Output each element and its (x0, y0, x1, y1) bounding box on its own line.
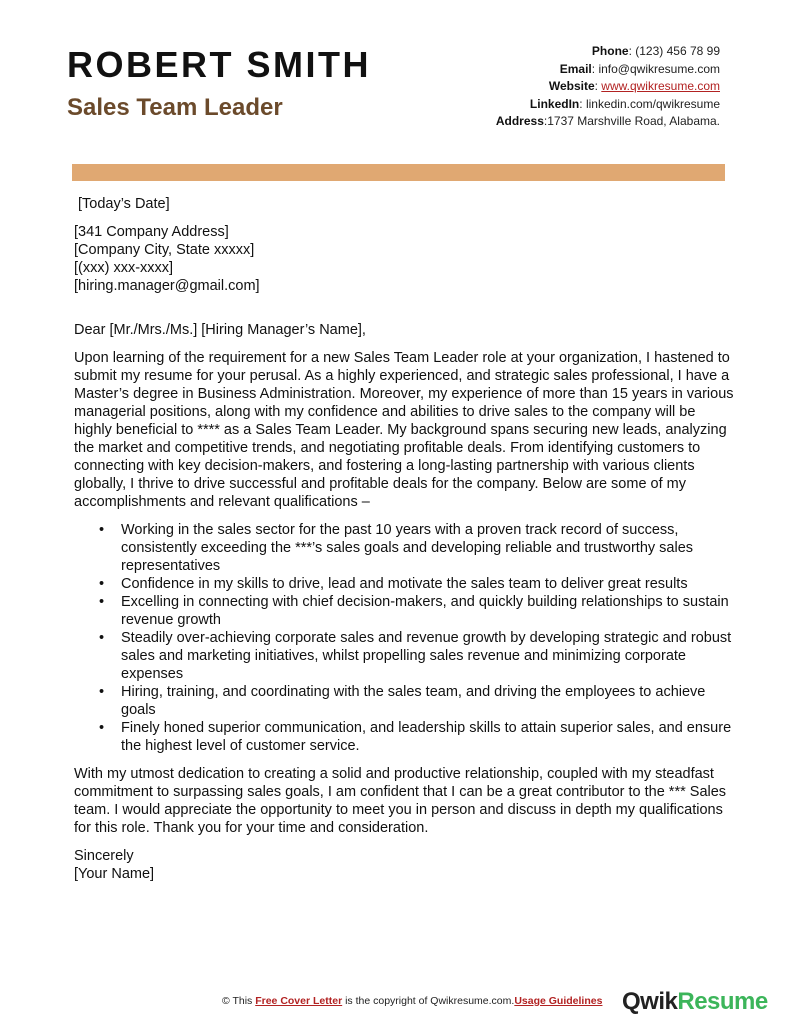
recipient-address (74, 223, 734, 295)
list-item: • Confidence in my skills to drive, lead and motivate the sales team to deliver great results (121, 575, 734, 593)
contact-block (496, 43, 720, 131)
contact-address: Address:1737 Marshville Road, Alabama. (495, 114, 720, 128)
contact-email: Email: info@qwikresume.com (559, 61, 720, 76)
contact-phone: Phone: (123) 456 78 99 (591, 44, 720, 58)
accomplishments-list (74, 521, 734, 755)
free-cover-letter-link[interactable]: Free Cover Letter (255, 995, 343, 1007)
list-item: • Steadily over-achieving corporate sales and revenue growth by developing strategic and robust sales and marketing initiatives, whilst propelling sales revenue and minimizing corporate expenses (121, 629, 734, 683)
salutation: Dear [Mr./Mrs./Ms.] [Hiring Manager’s Name], (74, 322, 366, 338)
list-item: • Excelling in connecting with chief decision-makers, and quickly building relationships to sustain revenue growth (121, 593, 734, 629)
intro-paragraph: Upon learning of the requirement for a new Sales Team Leader role at your organization, I hastened to submit my resume for your perusal. As a highly experienced, and strategic sales professional, I have a Master’s degree in Business Administration. Moreover, my experience of more than 15 years in various managerial positions, along with my confidence and abilities to drive sales to the company will be highly beneficial to **** as a Sales Team Leader. My background spans securing new leads, analyzing the market and competitive trends, and negotiating profitable deals. From identifying customers to connecting with key decision-makers, and fostering a long-lasting partnership with various clients globally, I thrive to drive successful and profitable deals for the company. Below are some of my accomplishments and relevant qualifications – (74, 350, 734, 510)
sign-off: Sincerely (74, 848, 134, 864)
usage-guidelines-link[interactable]: Usage Guidelines (514, 995, 603, 1007)
list-item: • Finely honed superior communication, and leadership skills to attain superior sales, and ensure the highest level of customer service. (121, 719, 734, 755)
address-line: [Company City, State xxxxx] (74, 242, 255, 258)
letter-date: [Today’s Date] (78, 196, 170, 212)
address-line: [hiring.manager@gmail.com] (74, 278, 260, 294)
list-item: • Hiring, training, and coordinating with the sales team, and driving the employees to achieve goals (121, 683, 734, 719)
qwikresume-logo: QwikResume (622, 988, 768, 1015)
copyright-footer: © This Free Cover Letter is the copyright of Qwikresume.com.Usage Guidelines (222, 995, 603, 1007)
contact-website: Website: www.qwikresume.com (548, 79, 720, 93)
contact-linkedin: LinkedIn: linkedin.com/qwikresume (529, 96, 720, 111)
address-line: [(xxx) xxx-xxxx] (74, 260, 174, 276)
accent-divider (72, 164, 725, 181)
job-title: Sales Team Leader (67, 94, 283, 121)
website-link[interactable]: www.qwikresume.com (601, 79, 720, 93)
letter-body (74, 195, 734, 883)
signature: [Your Name] (74, 866, 155, 882)
closing-paragraph: With my utmost dedication to creating a solid and productive relationship, coupled with my steadfast commitment to surpassing sales goals, I am confident that I can be a great contributor to the *** Sales team. I would appreciate the opportunity to meet you in person and discuss in depth my qualifications for this role. Thank you for your time and consideration. (74, 766, 727, 836)
list-item: • Working in the sales sector for the past 10 years with a proven track record of success, consistently exceeding the ***’s sales goals and developing reliable and trustworthy sales representatives (121, 521, 734, 575)
address-line: [341 Company Address] (74, 224, 229, 240)
applicant-name: ROBERT SMITH (67, 44, 371, 85)
